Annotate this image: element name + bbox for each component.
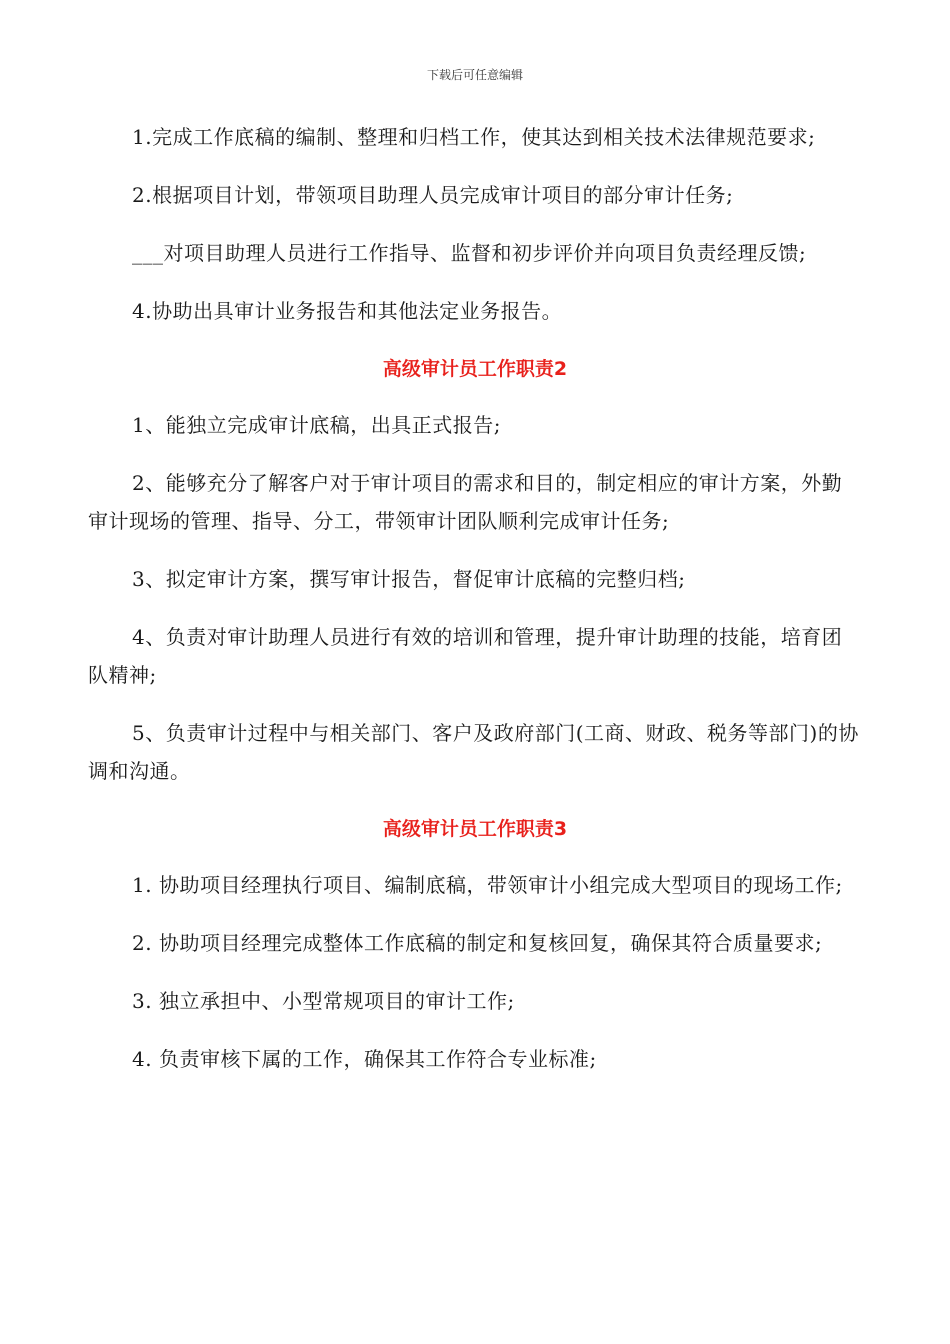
list-item: 3. 独立承担中、小型常规项目的审计工作; — [132, 989, 515, 1013]
list-item: 1.完成工作底稿的编制、整理和归档工作，使其达到相关技术法律规范要求; — [132, 125, 816, 149]
list-item: 3、拟定审计方案，撰写审计报告，督促审计底稿的完整归档; — [132, 567, 686, 591]
list-item: 1、能独立完成审计底稿，出具正式报告; — [132, 413, 501, 437]
section-2 — [88, 350, 862, 790]
section-heading: 高级审计员工作职责3 — [382, 818, 568, 840]
list-item: 5、负责审计过程中与相关部门、客户及政府部门(工商、财政、税务等部门)的协调和沟通。 — [88, 721, 859, 783]
list-item: 4. 负责审核下属的工作，确保其工作符合专业标准; — [132, 1047, 597, 1071]
list-item: 2、能够充分了解客户对于审计项目的需求和目的，制定相应的审计方案，外勤审计现场的管理、指导、分工，带领审计团队顺利完成审计任务; — [88, 471, 843, 533]
section-1 — [88, 118, 862, 330]
header-note: 下载后可任意编辑 — [426, 68, 523, 82]
list-item: 1. 协助项目经理执行项目、编制底稿，带领审计小组完成大型项目的现场工作; — [132, 873, 843, 897]
list-item: 2. 协助项目经理完成整体工作底稿的制定和复核回复，确保其符合质量要求; — [132, 931, 823, 955]
list-item: ___对项目助理人员进行工作指导、监督和初步评价并向项目负责经理反馈; — [132, 241, 807, 265]
list-item: 4.协助出具审计业务报告和其他法定业务报告。 — [132, 299, 563, 323]
section-heading: 高级审计员工作职责2 — [382, 358, 568, 380]
document-body — [88, 118, 862, 1098]
list-item: 2.根据项目计划，带领项目助理人员完成审计项目的部分审计任务; — [132, 183, 734, 207]
list-item: 4、负责对审计助理人员进行有效的培训和管理，提升审计助理的技能，培育团队精神; — [88, 625, 843, 687]
section-3 — [88, 810, 862, 1078]
